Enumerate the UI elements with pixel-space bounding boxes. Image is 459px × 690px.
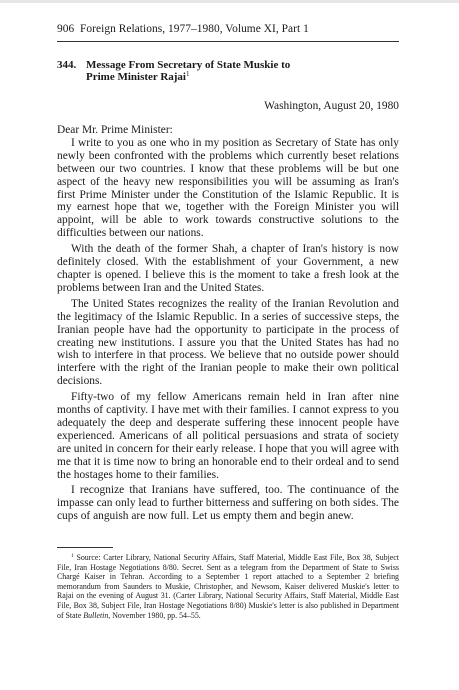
footnote — [57, 553, 399, 620]
footnote-reference[interactable]: 1 — [186, 70, 190, 78]
dateline: Washington, August 20, 1980 — [264, 100, 399, 112]
footnote-text: Source: Carter Library, National Security Affairs, Staff Material, Middle East File, Box 38, Subject File, Iran Hostage Negotiations 8/80. Secret. Sent as a telegram from the Department of State to Swiss Chargé Kaiser in Tehran. According to a September 1 report attached to a September 2 briefing memorandum from Saunders to Muskie, Christopher, and Newsom, Kaiser delivered Muskie's letter to Rajai on the evening of August 31. (Carter Library, National Security Affairs, Staff Material, Middle East File, Box 38, Subject File, Iran Hostage Negotiations 8/80) Muskie's letter is also published in Department of State — [57, 553, 399, 620]
paragraph-1: I write to you as one who in my position as Secretary of State has only newly been confronted with the problems which currently beset relations between our two countries. I know that these problems will be but one aspect of the heavy new responsibilities you will be assuming as Iran's first Prime Minister under the Constitution of the Islamic Republic. It is my earnest hope that we, together with the Foreign Minister you will appoint, will be able to work towards constructive solutions to the difficulties between our nations. — [57, 136, 399, 240]
running-head — [57, 23, 309, 35]
header-rule — [57, 41, 399, 42]
paragraph-2: With the death of the former Shah, a chapter of Iran's history is now definitely closed. With the establishment of your Government, a new chapter is opened. I believe this is the moment to take a fresh look at the problems between Iran and the United States. — [57, 243, 399, 294]
document-number: 344. — [57, 59, 77, 71]
document-heading — [57, 59, 399, 83]
footnote-italic-title: Bulletin — [83, 610, 109, 620]
letter-body — [57, 124, 399, 523]
paragraph-3: The United States recognizes the reality of the Iranian Revolution and the legitimacy of the Islamic Republic. In a series of successive steps, the Iranian people have had the opportunity to participate in the process of creating new institutions. I assure you that the United States has had no wish to interfere in that process. We believe that no outside power should interfere with the right of the Iranian people to make their own political decisions. — [57, 297, 399, 388]
series-title: Foreign Relations, 1977–1980, Volume XI, Part 1 — [80, 23, 309, 35]
footnote-text-end: , November 1980, pp. 54–55. — [108, 610, 201, 620]
salutation: Dear Mr. Prime Minister: — [57, 124, 173, 136]
document-title-line1: Message From Secretary of State Muskie to — [86, 59, 291, 71]
footnote-marker: 1 — [71, 553, 74, 559]
page-number: 906 — [57, 23, 75, 35]
paragraph-4: Fifty-two of my fellow Americans remain held in Iran after nine months of captivity. I have met with their families. I cannot express to you adequately the deep and desperate suffering these innocent people have experienced. Americans of all political persuasions and strata of society are united in concern for their early release. I hope that you will agree with me that it is time now to bring an honorable end to their ordeal and to send the hostages home to their families. — [57, 391, 399, 481]
document-title-line2: Prime Minister Rajai — [86, 71, 186, 83]
footnote-rule — [57, 547, 113, 548]
page-top-rule — [0, 0, 459, 3]
paragraph-5: I recognize that Iranians have suffered, too. The continuance of the impasse can only lead to further bitterness and suffering on both sides. The cups of anguish are now full. Let us empty them and begin anew. — [57, 484, 399, 523]
